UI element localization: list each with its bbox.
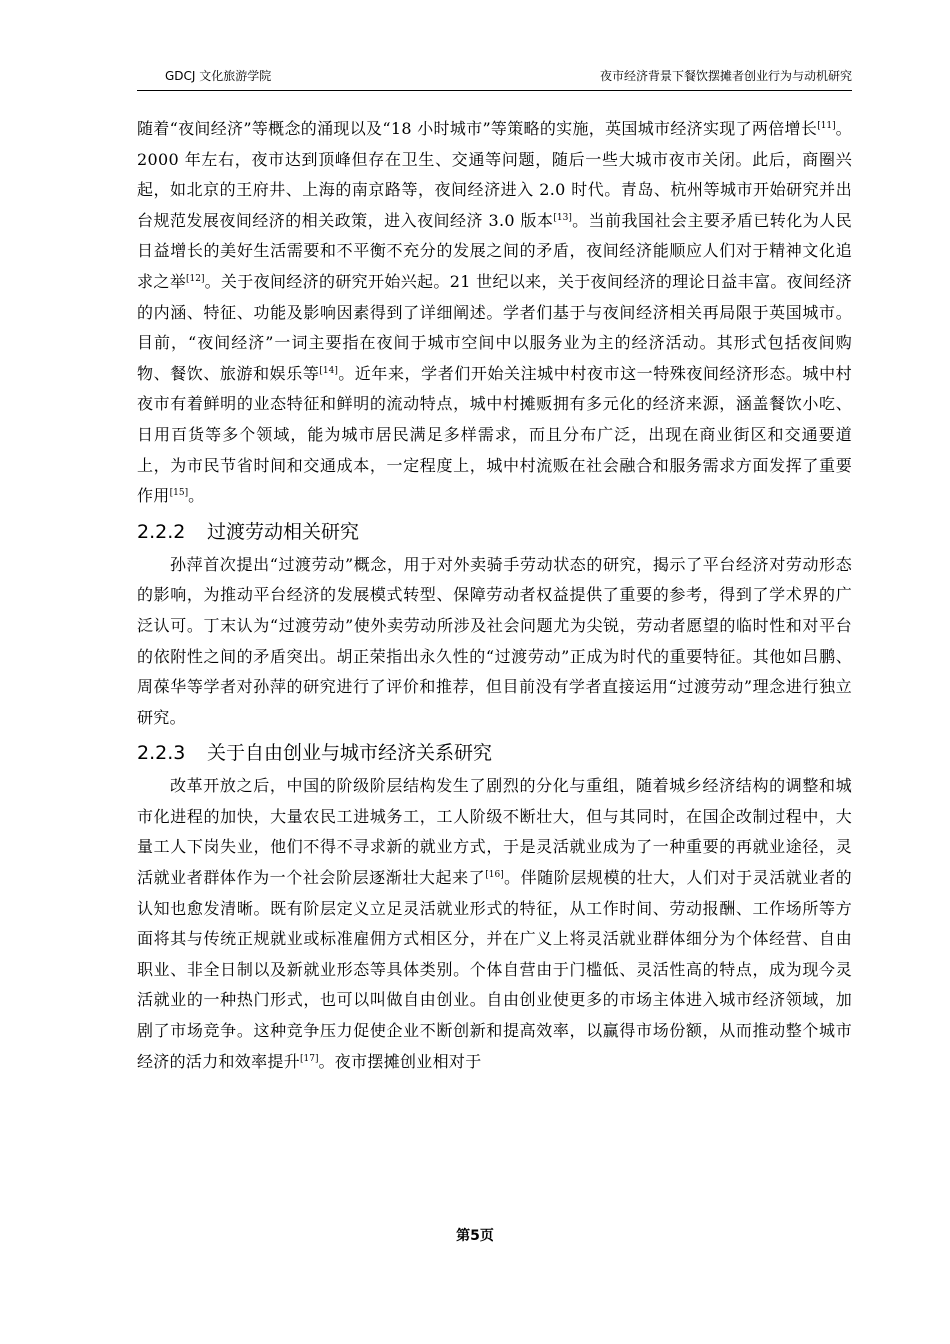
paragraph-text: 随着“夜间经济”等概念的涌现以及“18 小时城市”等策略的实施，英国城市经济实现了两倍增长 xyxy=(137,119,818,138)
header-institution: GDCJ 文化旅游学院 xyxy=(165,69,272,83)
paragraph-text: 孙萍首次提出“过渡劳动”概念，用于对外卖骑手劳动状态的研究，揭示了平台经济对劳动形态的影响，为推动平台经济的发展模式转型、保障劳动者权益提供了重要的参考，得到了学术界的广泛认可。丁末认为“过渡劳动”使外卖劳动所涉及社会问题尤为尖锐，劳动者愿望的临时性和对平台的依附性之间的矛盾突出。胡正荣指出永久性的“过渡劳动”正成为时代的重要特征。其他如吕鹏、周葆华等学者对孙萍的研究进行了评价和推荐，但目前没有学者直接运用“过渡劳动”理念进行独立研究。 xyxy=(137,554,852,727)
citation-ref: [14] xyxy=(319,365,338,376)
page-header xyxy=(137,66,852,91)
citation-ref: [11] xyxy=(817,121,836,131)
body-paragraph xyxy=(137,550,852,734)
paragraph-text: 改革开放之后，中国的阶级阶层结构发生了剧烈的分化与重组，随着城乡经济结构的调整和城市化进程的加快，大量农民工进城务工，工人阶级不断壮大，但与其同时，在国企改制过程中，大量工人下岗失业，他们不得不寻求新的就业方式，于是灵活就业成为了一种重要的再就业途径，灵活就业者群体作为一个社会阶层逐渐壮大起来了 xyxy=(137,776,852,888)
header-paper-title: 夜市经济背景下餐饮摆摊者创业行为与动机研究 xyxy=(599,69,852,83)
citation-ref: [15] xyxy=(169,488,189,499)
citation-ref: [12] xyxy=(186,273,205,284)
paragraph-text: 。当前我国社会主要矛盾已转化为人民日益增长的美好生活需要和不平衡不充分的发展之间的矛盾，夜间经济能顺应人们对于精神文化追求之举 xyxy=(137,210,852,291)
paragraph-text: 。2000 年左右，夜市达到顶峰但存在卫生、交通等问题，随后一些大城市夜市关闭。此后，商圈兴起，如北京的王府井、上海的南京路等，夜间经济进入 2.0 时代。青岛、杭州等城市开始研究并出台规范发展夜间经济的相关政策，进入夜间经济 3.0 版本 xyxy=(137,119,852,230)
citation-ref: [13] xyxy=(553,212,572,223)
body-paragraph xyxy=(137,771,852,1077)
section-title: 过渡劳动相关研究 xyxy=(207,520,360,543)
paragraph-text: 。 xyxy=(188,486,205,506)
paragraph-text: 。伴随阶层规模的壮大，人们对于灵活就业者的认知也愈发清晰。既有阶层定义立足灵活就业形式的特征，从工作时间、劳动报酬、工作场所等方面将其与传统正规就业或标准雇佣方式相区分，并在广义上将灵活就业群体细分为个体经营、自由职业、非全日制以及新就业形态等具体类别。个体自营由于门槛低、灵活性高的特点，成为现今灵活就业的一种热门形式，也可以叫做自由创业。自由创业使更多的市场主体进入城市经济领域，加剧了市场竞争。这种竞争压力促使企业不断创新和提高效率，以赢得市场份额，从而推动整个城市经济的活力和效率提升 xyxy=(137,868,852,1071)
section-number: 2.2.3 xyxy=(137,742,186,765)
section-number: 2.2.2 xyxy=(137,520,186,543)
citation-ref: [16] xyxy=(485,870,504,881)
paragraph-text: 。夜市摆摊创业相对于 xyxy=(318,1051,482,1071)
body-paragraph xyxy=(137,114,852,512)
page-number: 第5页 xyxy=(456,1228,494,1244)
section-title: 关于自由创业与城市经济关系研究 xyxy=(207,742,493,765)
section-heading xyxy=(137,518,852,546)
page-body xyxy=(137,114,852,1077)
paragraph-text: 。近年来，学者们开始关注城中村夜市这一特殊夜间经济形态。城中村夜市有着鲜明的业态特征和鲜明的流动特点，城中村摊贩拥有多元化的经济来源，涵盖餐饮小吃、日用百货等多个领域，能为城市居民满足多样需求，而且分布广泛，出现在商业街区和交通要道上，为市民节省时间和交通成本，一定程度上，城中村流贩在社会融合和服务需求方面发挥了重要作用 xyxy=(137,363,852,506)
paragraph-text: 。关于夜间经济的研究开始兴起。21 世纪以来，关于夜间经济的理论日益丰富。夜间经济的内涵、特征、功能及影响因素得到了详细阐述。学者们基于与夜间经济相关再局限于英国城市。目前，“夜间经济”一词主要指在夜间于城市空间中以服务业为主的经济活动。其形式包括夜间购物、餐饮、旅游和娱乐等 xyxy=(137,271,853,383)
citation-ref: [17] xyxy=(300,1053,319,1064)
section-heading xyxy=(137,739,852,767)
